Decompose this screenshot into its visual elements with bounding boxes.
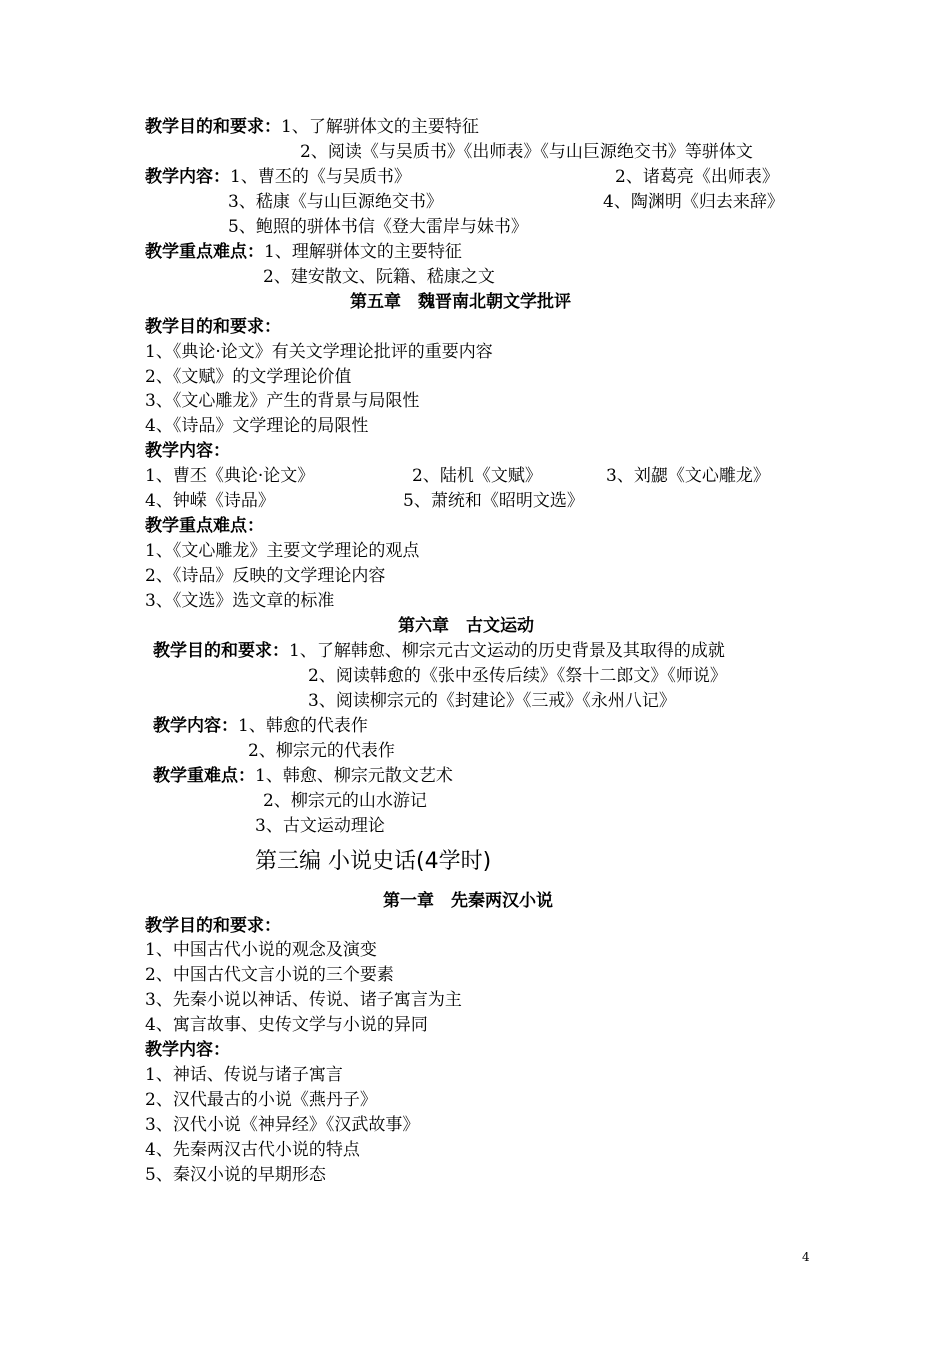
goal-item: 4、寓言故事、史传文学与小说的异同 [145,1015,428,1035]
content-item: 5、萧统和《昭明文选》 [403,491,584,511]
goal-line [145,116,479,138]
key-item: 2、建安散文、阮籍、嵇康之文 [263,267,495,287]
content-line [153,715,368,737]
content-item: 1、韩愈的代表作 [238,716,368,736]
key-item: 3、古文运动理论 [255,816,385,836]
key-item: 1、理解骈体文的主要特征 [264,242,462,262]
chapter-title: 第六章 古文运动 [398,616,534,636]
content-item: 4、钟嵘《诗品》 [145,491,275,511]
content-item: 5、秦汉小说的早期形态 [145,1165,326,1185]
goal-label: 教学目的和要求： [153,641,289,661]
content-item: 3、嵇康《与山巨源绝交书》 [228,192,443,212]
content-line [145,166,411,188]
goal-item: 1、了解韩愈、柳宗元古文运动的历史背景及其取得的成就 [289,641,725,661]
key-item: 2、《诗品》反映的文学理论内容 [145,566,386,586]
key-label: 教学重点难点： [145,516,264,536]
key-line [145,241,462,263]
content-item: 4、先秦两汉古代小说的特点 [145,1140,360,1160]
key-label: 教学重点难点： [145,242,264,262]
goal-item: 1、《典论·论文》有关文学理论批评的重要内容 [145,342,493,362]
goal-label: 教学目的和要求： [145,916,281,936]
key-label: 教学重难点： [153,766,255,786]
goal-item: 2、阅读韩愈的《张中丞传后续》《祭十二郎文》《师说》 [308,666,727,686]
goal-item: 2、中国古代文言小说的三个要素 [145,965,394,985]
content-item: 1、曹丕《典论·论文》 [145,466,315,486]
content-label: 教学内容： [145,167,230,187]
content-item: 3、汉代小说《神异经》《汉武故事》 [145,1115,420,1135]
key-item: 1、《文心雕龙》主要文学理论的观点 [145,541,420,561]
content-item: 2、诸葛亮《出师表》 [615,167,779,187]
content-label: 教学内容： [145,441,230,461]
goal-item: 2、《文赋》的文学理论价值 [145,367,352,387]
content-item: 4、陶渊明《归去来辞》 [603,192,784,212]
goal-item: 1、了解骈体文的主要特征 [281,117,479,137]
goal-line [153,640,725,662]
content-item: 3、刘勰《文心雕龙》 [606,466,770,486]
content-label: 教学内容： [153,716,238,736]
goal-label: 教学目的和要求： [145,317,281,337]
goal-item: 1、中国古代小说的观念及演变 [145,940,377,960]
content-item: 5、鲍照的骈体书信《登大雷岸与妹书》 [228,217,528,237]
key-item: 3、《文选》选文章的标准 [145,591,335,611]
goal-item: 3、先秦小说以神话、传说、诸子寓言为主 [145,990,462,1010]
content-label: 教学内容： [145,1040,230,1060]
content-item: 1、曹丕的《与吴质书》 [230,167,411,187]
goal-item: 4、《诗品》文学理论的局限性 [145,416,369,436]
key-item: 1、韩愈、柳宗元散文艺术 [255,766,453,786]
goal-item: 3、《文心雕龙》产生的背景与局限性 [145,391,420,411]
part-title: 第三编 小说史话(4学时) [255,849,492,874]
content-item: 2、陆机《文赋》 [412,466,542,486]
page-number: 4 [802,1250,810,1264]
chapter-title: 第五章 魏晋南北朝文学批评 [350,292,571,312]
key-item: 2、柳宗元的山水游记 [263,791,427,811]
goal-item: 2、阅读《与吴质书》《出师表》《与山巨源绝交书》等骈体文 [300,142,753,162]
goal-item: 3、阅读柳宗元的《封建论》《三戒》《永州八记》 [308,691,676,711]
chapter-title: 第一章 先秦两汉小说 [383,891,553,911]
content-item: 2、柳宗元的代表作 [248,741,395,761]
goal-label: 教学目的和要求： [145,117,281,137]
key-line [153,765,453,787]
content-item: 1、神话、传说与诸子寓言 [145,1065,343,1085]
content-item: 2、汉代最古的小说《燕丹子》 [145,1090,377,1110]
